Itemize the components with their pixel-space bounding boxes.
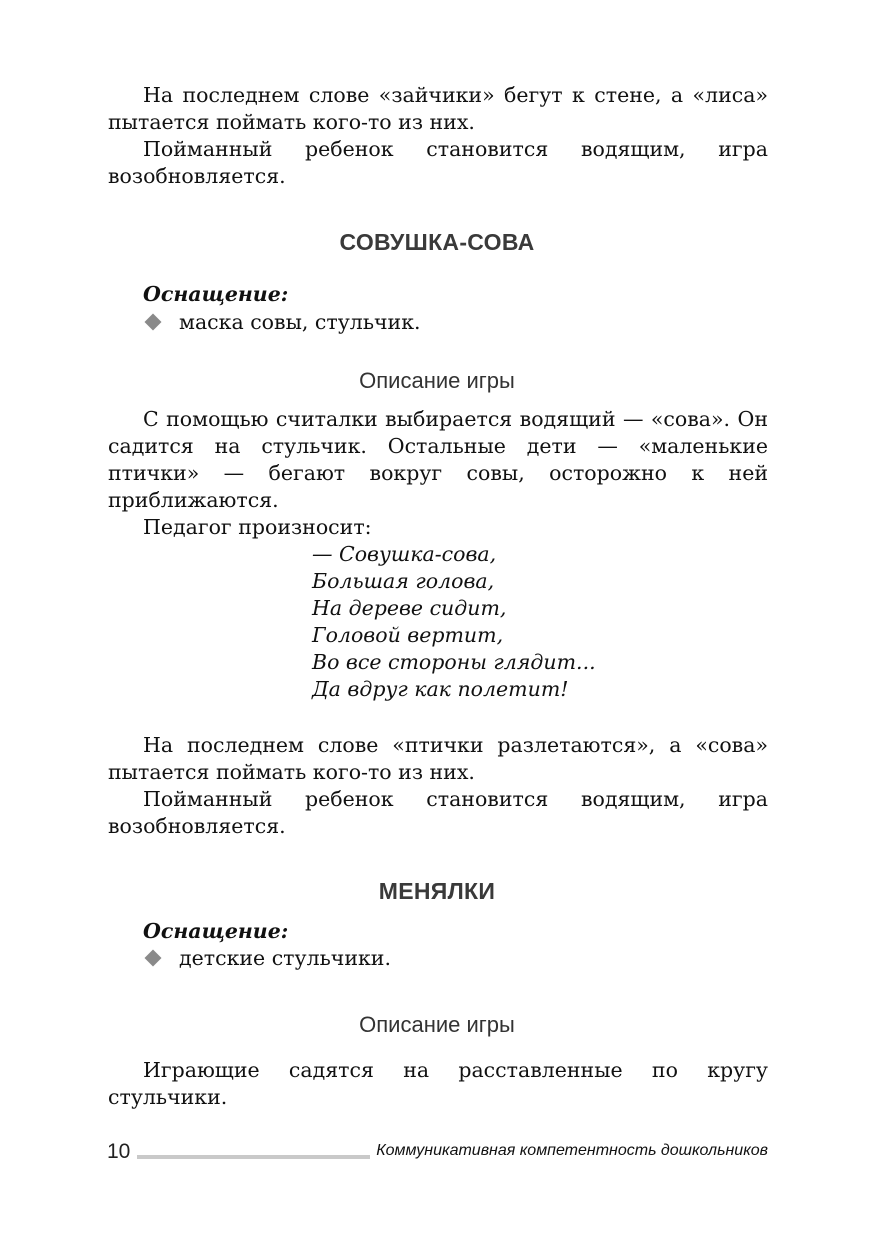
section-title-sovushka: СОВУШКА-СОВА bbox=[339, 229, 535, 255]
poem-line: Во все стороны глядит... bbox=[312, 650, 596, 674]
description-heading-2: Описание игры bbox=[359, 1012, 515, 1037]
poem-line: Головой вертит, bbox=[312, 623, 504, 647]
game1-description bbox=[108, 406, 768, 541]
equipment-item-text: маска совы, стульчик. bbox=[179, 310, 421, 334]
poem-line: На дереве сидит, bbox=[312, 596, 507, 620]
intro-block bbox=[108, 82, 768, 190]
game1-paragraph-1: С помощью считалки выбирается водящий — «сова». Он садится на стульчик. Остальные дети — «маленькие птички» — бегают вокруг совы, осторожно к ней приближаются. bbox=[108, 407, 768, 512]
game2-description bbox=[108, 1057, 768, 1111]
running-footer-title: Коммуникативная компетентность дошкольников bbox=[370, 1142, 768, 1160]
game1-paragraph-2: Педагог произносит: bbox=[143, 515, 372, 539]
equipment-label: Оснащение: bbox=[143, 282, 289, 306]
game1-paragraph-4: Пойманный ребенок становится водящим, игра возобновляется. bbox=[108, 787, 768, 838]
equipment-item bbox=[143, 310, 421, 334]
game2-paragraph-1: Играющие садятся на расставленные по кругу стульчики. bbox=[108, 1058, 768, 1109]
poem-line: Да вдруг как полетит! bbox=[312, 677, 569, 701]
poem-line: — Совушка-сова, bbox=[312, 542, 497, 566]
diamond-bullet-icon bbox=[145, 314, 162, 331]
intro-paragraph-1: На последнем слове «зайчики» бегут к стене, а «лиса» пытается поймать кого-то из них. bbox=[108, 83, 768, 134]
game1-paragraph-3: На последнем слове «птички разлетаются», а «сова» пытается поймать кого-то из них. bbox=[108, 733, 768, 784]
equipment-item-text: детские стульчики. bbox=[179, 946, 391, 970]
diamond-bullet-icon bbox=[145, 950, 162, 967]
section-title-menyalki: МЕНЯЛКИ bbox=[378, 878, 496, 904]
equipment-label-2: Оснащение: bbox=[143, 919, 289, 943]
intro-paragraph-2: Пойманный ребенок становится водящим, игра возобновляется. bbox=[108, 137, 768, 188]
page-number: 10 bbox=[107, 1140, 131, 1163]
poem-line: Большая голова, bbox=[312, 569, 495, 593]
equipment-item-2 bbox=[143, 946, 391, 970]
poem bbox=[312, 541, 596, 703]
game1-ending bbox=[108, 732, 768, 840]
description-heading: Описание игры bbox=[359, 368, 515, 393]
